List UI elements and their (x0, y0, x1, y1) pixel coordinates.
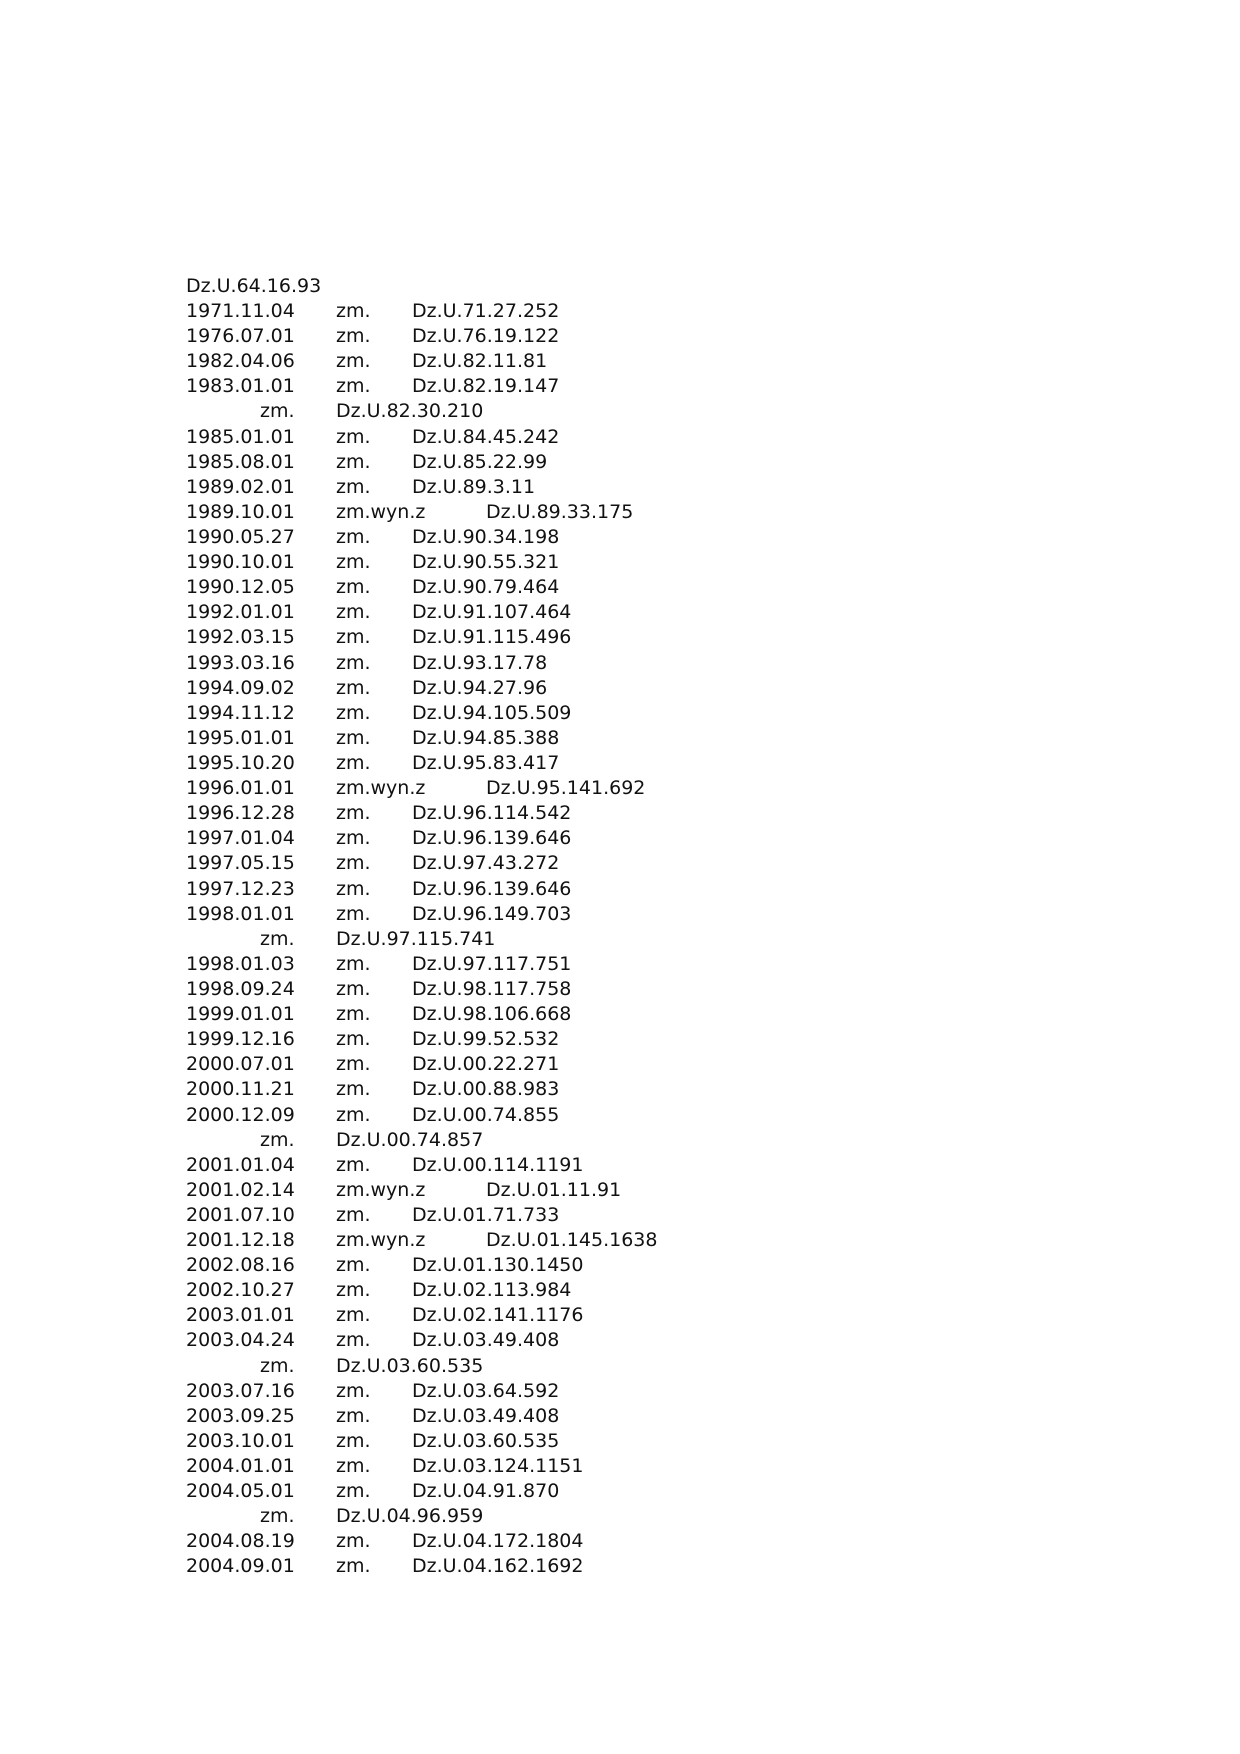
journal-reference: Dz.U.90.79.464 (412, 576, 560, 599)
amendment-type: zm. (336, 751, 371, 774)
amendment-type: zm. (336, 475, 371, 498)
journal-reference: Dz.U.03.49.408 (412, 1329, 560, 1352)
amendment-row (186, 1454, 1086, 1479)
amendment-row (186, 877, 1086, 902)
journal-reference: Dz.U.04.162.1692 (412, 1555, 584, 1578)
amendment-row (186, 902, 1086, 927)
amendment-date: 2004.09.01 (186, 1555, 295, 1578)
amendment-type: zm. (336, 1530, 371, 1553)
amendment-type: zm. (336, 877, 371, 900)
amendment-date: 1992.03.15 (186, 626, 295, 649)
amendment-type: zm. (336, 551, 371, 574)
amendment-date: 1985.08.01 (186, 450, 295, 473)
amendment-type: zm. (336, 1304, 371, 1327)
amendment-row (186, 450, 1086, 475)
amendment-type: zm. (336, 952, 371, 975)
journal-reference: Dz.U.71.27.252 (412, 300, 560, 322)
amendment-type: zm. (336, 1455, 371, 1478)
journal-reference: Dz.U.03.64.592 (412, 1379, 560, 1402)
amendment-type: zm. (336, 601, 371, 624)
journal-reference: Dz.U.01.11.91 (486, 1178, 622, 1201)
amendment-date: 1997.01.04 (186, 827, 295, 850)
amendment-row (186, 952, 1086, 977)
amendment-row (186, 1128, 1086, 1153)
amendment-type: zm. (336, 1555, 371, 1578)
journal-reference: Dz.U.91.107.464 (412, 601, 572, 624)
amendment-type: zm. (260, 927, 295, 950)
amendment-date: 1998.01.03 (186, 952, 295, 975)
amendment-row (186, 1303, 1086, 1328)
journal-reference: Dz.U.03.60.535 (336, 1354, 484, 1377)
amendment-date: 2004.05.01 (186, 1480, 295, 1503)
journal-reference: Dz.U.00.88.983 (412, 1078, 560, 1101)
journal-reference: Dz.U.94.105.509 (412, 701, 572, 724)
amendment-row (186, 1529, 1086, 1554)
journal-reference: Dz.U.96.139.646 (412, 827, 572, 850)
journal-reference: Dz.U.02.113.984 (412, 1279, 572, 1302)
amendment-date: 2003.10.01 (186, 1429, 295, 1452)
amendment-date: 1971.11.04 (186, 300, 295, 322)
amendment-date: 2001.01.04 (186, 1153, 295, 1176)
journal-reference: Dz.U.94.27.96 (412, 676, 548, 699)
amendment-row (186, 676, 1086, 701)
journal-reference: Dz.U.00.114.1191 (412, 1153, 584, 1176)
amendment-type: zm. (336, 1279, 371, 1302)
amendment-row (186, 1379, 1086, 1404)
journal-reference: Dz.U.04.91.870 (412, 1480, 560, 1503)
amendment-date: 2003.01.01 (186, 1304, 295, 1327)
amendment-row (186, 1429, 1086, 1454)
journal-reference: Dz.U.82.11.81 (412, 350, 548, 373)
amendment-row (186, 374, 1086, 399)
amendment-type: zm. (336, 576, 371, 599)
journal-reference: Dz.U.02.141.1176 (412, 1304, 584, 1327)
amendment-type: zm. (336, 626, 371, 649)
journal-reference: Dz.U.93.17.78 (412, 651, 548, 674)
amendment-row (186, 600, 1086, 625)
amendment-row (186, 1278, 1086, 1303)
amendment-type: zm. (336, 1053, 371, 1076)
journal-reference: Dz.U.04.96.959 (336, 1505, 484, 1528)
journal-reference: Dz.U.01.130.1450 (412, 1254, 584, 1277)
journal-reference: Dz.U.85.22.99 (412, 450, 548, 473)
amendment-row (186, 1178, 1086, 1203)
amendment-date: 1990.12.05 (186, 576, 295, 599)
amendment-date: 1990.10.01 (186, 551, 295, 574)
journal-reference: Dz.U.90.55.321 (412, 551, 560, 574)
amendment-row (186, 500, 1086, 525)
amendment-type: zm. (336, 1003, 371, 1026)
journal-reference: Dz.U.91.115.496 (412, 626, 572, 649)
amendment-type: zm. (336, 325, 371, 348)
amendment-row (186, 1253, 1086, 1278)
journal-reference: Dz.U.95.83.417 (412, 751, 560, 774)
amendment-row (186, 1027, 1086, 1052)
journal-reference: Dz.U.84.45.242 (412, 425, 560, 448)
amendment-date: 2002.10.27 (186, 1279, 295, 1302)
amendment-row (186, 1554, 1086, 1579)
amendment-type: zm. (260, 400, 295, 423)
amendment-type: zm. (336, 1404, 371, 1427)
amendment-type: zm. (260, 1505, 295, 1528)
amendment-row (186, 1354, 1086, 1379)
journal-reference: Dz.U.00.74.855 (412, 1103, 560, 1126)
amendment-date: 1989.10.01 (186, 500, 295, 523)
amendment-date: 2000.07.01 (186, 1053, 295, 1076)
journal-reference: Dz.U.95.141.692 (486, 777, 646, 800)
amendment-type: zm.wyn.z (336, 777, 426, 800)
journal-reference: Dz.U.90.34.198 (412, 525, 560, 548)
journal-reference: Dz.U.00.74.857 (336, 1128, 484, 1151)
amendment-row (186, 1479, 1086, 1504)
amendment-row (186, 475, 1086, 500)
amendment-date: 1999.01.01 (186, 1003, 295, 1026)
amendment-row (186, 1504, 1086, 1529)
amendment-row (186, 550, 1086, 575)
amendment-type: zm. (336, 1379, 371, 1402)
amendment-date: 1995.10.20 (186, 751, 295, 774)
amendment-date: 1989.02.01 (186, 475, 295, 498)
amendment-date: 1999.12.16 (186, 1028, 295, 1051)
amendment-row (186, 977, 1086, 1002)
amendment-date: 1995.01.01 (186, 726, 295, 749)
amendment-type: zm.wyn.z (336, 1178, 426, 1201)
journal-reference: Dz.U.97.115.741 (336, 927, 496, 950)
amendment-type: zm. (336, 1329, 371, 1352)
amendment-type: zm. (336, 1103, 371, 1126)
journal-reference: Dz.U.03.60.535 (412, 1429, 560, 1452)
amendment-type: zm. (336, 726, 371, 749)
amendment-date: 1976.07.01 (186, 325, 295, 348)
amendment-row (186, 525, 1086, 550)
amendment-row (186, 1103, 1086, 1128)
amendment-date: 2003.04.24 (186, 1329, 295, 1352)
amendment-type: zm. (336, 852, 371, 875)
amendment-type: zm. (336, 651, 371, 674)
amendment-date: 1997.05.15 (186, 852, 295, 875)
amendment-row (186, 1328, 1086, 1353)
amendment-date: 2000.12.09 (186, 1103, 295, 1126)
amendment-row (186, 625, 1086, 650)
amendment-row (186, 801, 1086, 826)
amendment-type: zm. (336, 350, 371, 373)
amendment-type: zm.wyn.z (336, 1229, 426, 1252)
amendment-row (186, 399, 1086, 424)
amendment-date: 2002.08.16 (186, 1254, 295, 1277)
amendment-date: 2004.01.01 (186, 1455, 295, 1478)
amendment-type: zm. (336, 425, 371, 448)
journal-reference: Dz.U.96.114.542 (412, 802, 572, 825)
journal-reference: Dz.U.96.139.646 (412, 877, 572, 900)
amendment-row (186, 1228, 1086, 1253)
journal-reference: Dz.U.76.19.122 (412, 325, 560, 348)
amendment-row (186, 1077, 1086, 1102)
amendment-type: zm. (336, 977, 371, 1000)
amendment-type: zm. (336, 701, 371, 724)
journal-reference: Dz.U.89.33.175 (486, 500, 634, 523)
amendment-row (186, 1052, 1086, 1077)
amendment-row (186, 851, 1086, 876)
journal-reference: Dz.U.03.124.1151 (412, 1455, 584, 1478)
amendment-type: zm. (336, 676, 371, 699)
amendment-date: 2003.09.25 (186, 1404, 295, 1427)
journal-reference: Dz.U.98.106.668 (412, 1003, 572, 1026)
amendment-type: zm. (336, 1254, 371, 1277)
amendment-type: zm. (336, 1078, 371, 1101)
amendment-date: 1997.12.23 (186, 877, 295, 900)
amendment-rows (186, 299, 1086, 1580)
amendment-type: zm. (336, 450, 371, 473)
act-reference-header: Dz.U.64.16.93 (186, 275, 322, 297)
amendment-row (186, 927, 1086, 952)
journal-reference: Dz.U.04.172.1804 (412, 1530, 584, 1553)
amendment-date: 1993.03.16 (186, 651, 295, 674)
journal-reference: Dz.U.97.43.272 (412, 852, 560, 875)
amendment-date: 1996.12.28 (186, 802, 295, 825)
amendment-row (186, 349, 1086, 374)
amendment-list (186, 274, 1086, 1580)
amendment-type: zm. (336, 1429, 371, 1452)
journal-reference: Dz.U.99.52.532 (412, 1028, 560, 1051)
amendment-date: 2003.07.16 (186, 1379, 295, 1402)
amendment-date: 2000.11.21 (186, 1078, 295, 1101)
amendment-type: zm. (336, 1203, 371, 1226)
amendment-type: zm. (336, 827, 371, 850)
amendment-row (186, 1203, 1086, 1228)
amendment-type: zm. (336, 300, 371, 322)
amendment-type: zm. (336, 902, 371, 925)
journal-reference: Dz.U.01.145.1638 (486, 1229, 658, 1252)
amendment-date: 1998.01.01 (186, 902, 295, 925)
amendment-row (186, 726, 1086, 751)
amendment-row (186, 575, 1086, 600)
journal-reference: Dz.U.82.30.210 (336, 400, 484, 423)
amendment-type: zm. (260, 1354, 295, 1377)
amendment-date: 1992.01.01 (186, 601, 295, 624)
amendment-date: 1998.09.24 (186, 977, 295, 1000)
amendment-date: 1982.04.06 (186, 350, 295, 373)
journal-reference: Dz.U.98.117.758 (412, 977, 572, 1000)
amendment-row (186, 701, 1086, 726)
amendment-row (186, 651, 1086, 676)
journal-reference: Dz.U.96.149.703 (412, 902, 572, 925)
amendment-row (186, 751, 1086, 776)
amendment-type: zm. (260, 1128, 295, 1151)
amendment-type: zm. (336, 1153, 371, 1176)
journal-reference: Dz.U.03.49.408 (412, 1404, 560, 1427)
amendment-row (186, 1404, 1086, 1429)
amendment-row (186, 826, 1086, 851)
amendment-date: 2001.07.10 (186, 1203, 295, 1226)
journal-reference: Dz.U.97.117.751 (412, 952, 572, 975)
amendment-date: 1994.11.12 (186, 701, 295, 724)
amendment-date: 1983.01.01 (186, 375, 295, 398)
amendment-row (186, 324, 1086, 349)
amendment-type: zm. (336, 375, 371, 398)
journal-reference: Dz.U.89.3.11 (412, 475, 536, 498)
amendment-date: 2004.08.19 (186, 1530, 295, 1553)
journal-reference: Dz.U.00.22.271 (412, 1053, 560, 1076)
amendment-row (186, 299, 1086, 324)
journal-reference: Dz.U.82.19.147 (412, 375, 560, 398)
amendment-row (186, 1153, 1086, 1178)
amendment-row (186, 776, 1086, 801)
journal-reference: Dz.U.94.85.388 (412, 726, 560, 749)
amendment-date: 1994.09.02 (186, 676, 295, 699)
amendment-type: zm.wyn.z (336, 500, 426, 523)
amendment-date: 2001.02.14 (186, 1178, 295, 1201)
amendment-row (186, 425, 1086, 450)
amendment-type: zm. (336, 1028, 371, 1051)
amendment-date: 2001.12.18 (186, 1229, 295, 1252)
amendment-date: 1996.01.01 (186, 777, 295, 800)
amendment-type: zm. (336, 1480, 371, 1503)
amendment-row (186, 1002, 1086, 1027)
amendment-type: zm. (336, 802, 371, 825)
amendment-date: 1990.05.27 (186, 525, 295, 548)
journal-reference: Dz.U.01.71.733 (412, 1203, 560, 1226)
amendment-type: zm. (336, 525, 371, 548)
amendment-date: 1985.01.01 (186, 425, 295, 448)
